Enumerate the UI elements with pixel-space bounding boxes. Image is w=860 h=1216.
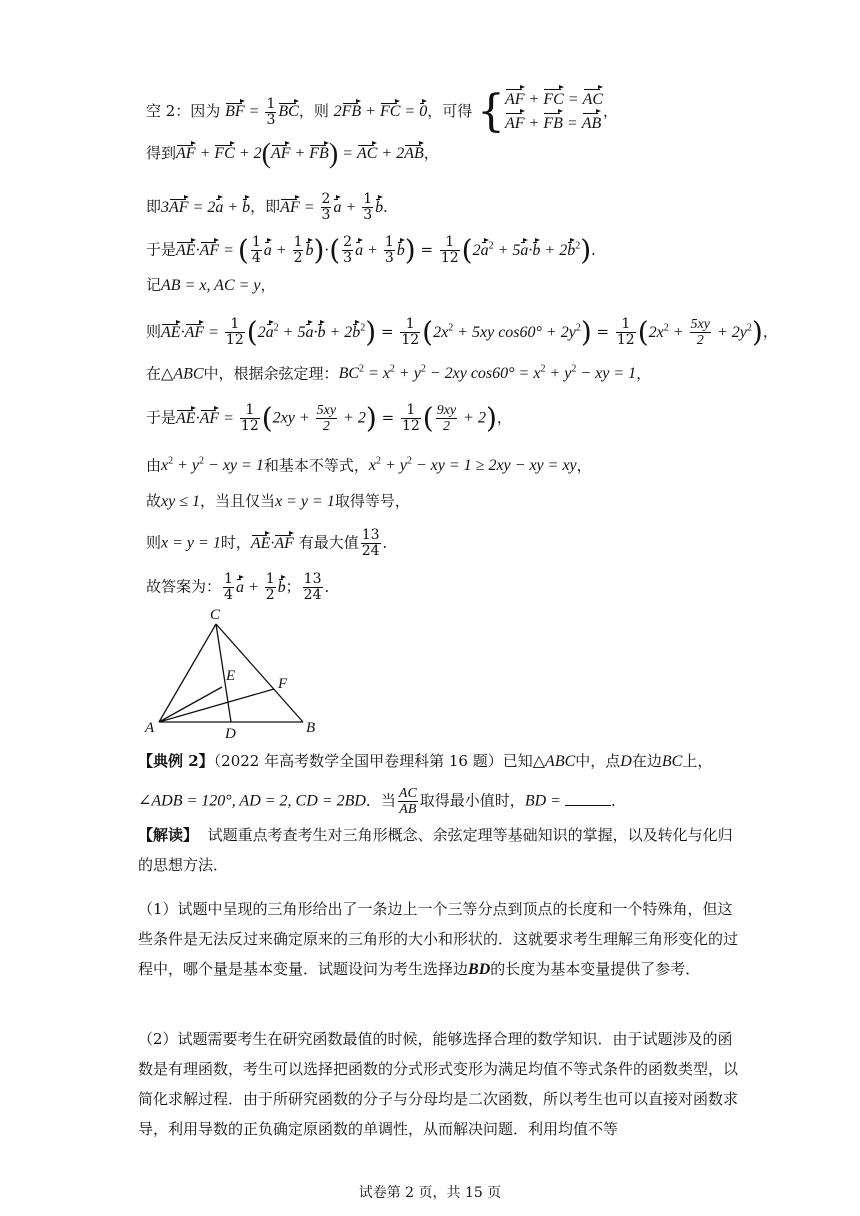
label-B: B bbox=[306, 720, 316, 736]
solution-line-2: 得到AF + FC + 2(AF + FB) = AC + 2AB， bbox=[146, 138, 439, 170]
solution-line-3: 即3AF = 2a + b，即AF = $\frac{2}{3}$ a + $\frac{1}{3}$ b． bbox=[146, 191, 399, 223]
label-C: C bbox=[210, 607, 221, 623]
interpretation: 【解读】 试题重点考查考生对三角形概念、余弦定理等基础知识的掌握，以及转化与化归的思想方法． bbox=[138, 826, 733, 874]
interpretation-point-1: （1）试题中呈现的三角形给出了一条边上一个三等分点到顶点的长度和一个特殊角，但这些条件是无法反过来确定原来的三角形的大小和形状的．这就要求考生理解三角形变化的过程中，哪个量是基本变量．试题设问为考生选择边BD的长度为基本变量提供了参考． bbox=[138, 900, 739, 978]
solution-line-5: 记AB = x, AC = y， bbox=[146, 276, 276, 294]
example-title: 【典例 2】 bbox=[138, 752, 214, 770]
example-2-conditions: ∠ADB = 120°, AD = 2, CD = 2BD．当 $\frac{AC}{AB}$ 取得最小值时，BD = ． bbox=[138, 786, 626, 817]
answer-line: 故答案为： $\frac{1}{4}$ a + $\frac{1}{2}$ b； $\frac{13}{24}$ ． bbox=[146, 571, 340, 603]
solution-line-9: 由$x^2 + y^2$ − xy = 1和基本不等式，$x^2 + y^2$ − xy = 1 ≥ 2xy − xy = xy， bbox=[146, 456, 592, 475]
answer-blank bbox=[565, 805, 611, 806]
solution-line-11: 则x = y = 1时，AE·AF 有最大值 $\frac{13}{24}$ ． bbox=[146, 527, 398, 559]
solution-line-6: 则AE·AF = $\frac{1}{12}$ $(2a^2 + 5a\cdot b + 2b^2)$ = $\frac{1}{12}$ ($2x^2 + 5xy$ $\cos 60^\circ + 2y^2$) = $\frac{1}{12}$ ($2x^2$ + $\frac{5xy}{2}$ + $2y^2$)， bbox=[146, 315, 778, 349]
example-2: 【典例 2】（2022 年高考数学全国甲卷理科第 16 题）已知△ABC中，点D在边BC上， bbox=[138, 752, 713, 770]
label-F: F bbox=[278, 676, 288, 692]
solution-line-4: 于是AE·AF = ( $\frac{1}{4}$ a + $\frac{1}{2}$ b)·( $\frac{2}{3}$ a + $\frac{1}{3}$ b) = $\frac{1}{12}$ $(2a^2 + 5a\cdot b + 2b^2)$． bbox=[146, 233, 607, 267]
label-D: D bbox=[225, 726, 236, 740]
page-footer: 试卷第 2 页，共 15 页 bbox=[358, 1185, 502, 1201]
solution-line-8: 于是AE·AF = $\frac{1}{12}$ (2xy + $\frac{5xy}{2}$ + 2) = $\frac{1}{12}$ ( $\frac{9xy}{2}$ + 2)， bbox=[146, 401, 512, 435]
label-A: A bbox=[145, 720, 155, 736]
interpretation-point-2: （2）试题需要考生在研究函数最值的时候，能够选择合理的数学知识．由于试题涉及的函数是有理函数，考生可以选择把函数的分式形式变形为满足均值不等式条件的函数类型，以简化求解过程．由于所研究函数的分子与分母均是二次函数，所以考生也可以直接对函数求导，利用导数的正负确定原函数的单调性，从而解决问题．利用均值不等 bbox=[138, 1030, 739, 1138]
solution-line-7: 在△ABC中，根据余弦定理：$BC^2 = x^2 + y^2 - 2xy$ $\cos 60^\circ = x^2 + y^2$ − xy = 1， bbox=[146, 364, 652, 383]
solution-line-10: 故xy ≤ 1，当且仅当x = y = 1取得等号， bbox=[146, 492, 410, 510]
label-E: E bbox=[226, 668, 236, 684]
solution-line-1: 空 2：因为 BF = $\frac{1}{3}$ BC，则 2FB + FC = 0，可得 {AF + FC = AC AF + FB = AB， bbox=[146, 86, 619, 137]
triangle-figure bbox=[140, 604, 330, 740]
